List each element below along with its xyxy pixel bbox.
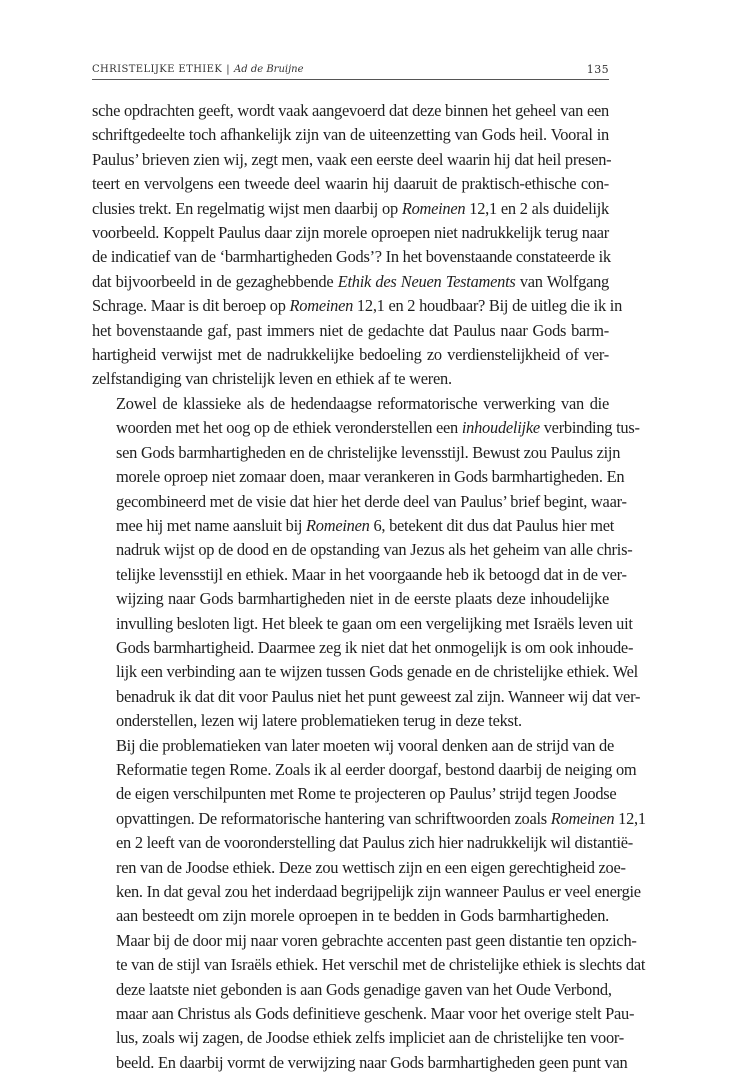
italic-title: Romeinen: [550, 808, 615, 828]
text-line: gecombineerd met de visie dat hier het derde deel van Paulus’ brief begint, waar-: [116, 491, 627, 511]
text-line: Reformatie tegen Rome. Zoals ik al eerder doorgaf, bestond daarbij de neiging om: [116, 759, 637, 779]
text-line: sche opdrachten geeft, wordt vaak aangevoerd dat deze binnen het geheel van een: [92, 101, 609, 120]
text-line: Zowel de klassieke als de hedendaagse reformatorische verwerking van die: [116, 393, 609, 413]
text-line: teert en vervolgens een tweede deel waarin hij daaruit de praktisch-ethische con-: [92, 174, 609, 194]
header-separator: |: [226, 64, 231, 75]
text-line: hartigheid verwijst met de nadrukkelijke bedoeling zo verdienstelijkheid of ver-: [92, 345, 609, 365]
text-line: zelfstandiging van christelijk leven en ethiek af te weren.: [92, 369, 452, 389]
italic-title: Romeinen: [306, 515, 370, 535]
text-line: Gods barmhartigheid. Daarmee zeg ik niet dat het onmogelijk is om ook inhoude-: [116, 637, 634, 657]
text-line: nadruk wijst op de dood en de opstanding van Jezus als het geheim van alle chris-: [116, 540, 633, 560]
text-line: woorden met het oog op de ethiek veronderstellen een inhoudelijke verbinding tus-: [116, 418, 640, 438]
body-text: [92, 99, 646, 1075]
paragraph: [92, 99, 623, 392]
book-title: CHRISTELIJKE ETHIEK: [92, 64, 223, 75]
italic-title: Romeinen: [289, 296, 354, 316]
running-head-left: [92, 64, 304, 75]
text-line: beeld. En daarbij vormt de verwijzing naar Gods barmhartigheden geen punt van: [116, 1052, 628, 1072]
text-line: Bij die problematieken van later moeten wij vooral denken aan de strijd van de: [116, 735, 614, 755]
text-line: wijzing naar Gods barmhartigheden niet in de eerste plaats deze inhoudelijke: [116, 589, 609, 609]
text-line: opvattingen. De reformatorische hantering van schriftwoorden zoals Romeinen 12,1: [116, 808, 646, 828]
text-line: te van de stijl van Israëls ethiek. Het verschil met de christelijke ethiek is slechts dat: [116, 955, 646, 975]
text-line: ren van de Joodse ethiek. Deze zou wettisch zijn en een eigen gerechtigheid zoe-: [116, 857, 626, 877]
paragraph: [92, 392, 641, 734]
author-name: Ad de Bruijne: [234, 64, 304, 75]
text-line: het bovenstaande gaf, past immers niet de gedachte dat Paulus naar Gods barm-: [92, 320, 609, 340]
text-line: onderstellen, lezen wij latere problematieken terug in deze tekst.: [116, 711, 522, 731]
italic-title: Romeinen: [401, 198, 466, 218]
text-line: telijke levensstijl en ethiek. Maar in het voorgaande heb ik betoogd dat in de ver-: [116, 564, 627, 584]
text-line: invulling besloten ligt. Het bleek te gaan om een vergelijking met Israëls leven uit: [116, 613, 633, 633]
paragraph: [92, 734, 646, 1075]
text-line: clusies trekt. En regelmatig wijst men daarbij op Romeinen 12,1 en 2 als duidelijk: [92, 198, 609, 218]
text-line: Paulus’ brieven zien wij, zegt men, vaak een eerste deel waarin hij dat heil presen-: [92, 149, 612, 169]
text-line: maar aan Christus als Gods definitieve geschenk. Maar voor het overige stelt Pau-: [116, 1004, 635, 1024]
text-line: ken. In dat geval zou het inderdaad begrijpelijk zijn wanneer Paulus er veel energie: [116, 882, 641, 901]
header-rule: [92, 79, 609, 80]
text-line: lus, zoals wij zagen, de Joodse ethiek zelfs impliciet aan de christelijke ten voor-: [116, 1028, 625, 1048]
text-line: Schrage. Maar is dit beroep op Romeinen 12,1 en 2 houdbaar? Bij de uitleg die ik in: [92, 296, 623, 316]
page-number: 135: [586, 63, 609, 76]
text-line: deze laatste niet gebonden is aan Gods genadige gaven van het Oude Verbond,: [116, 979, 612, 999]
text-line: Maar bij de door mij naar voren gebrachte accenten past geen distantie ten opzich-: [116, 930, 637, 950]
italic-title: inhoudelijke: [461, 418, 540, 438]
text-line: benadruk ik dat dit voor Paulus niet het punt geweest zal zijn. Wanneer wij dat ver-: [116, 686, 641, 706]
italic-title: Ethik des Neuen Testaments: [337, 271, 516, 291]
text-line: aan besteedt om zijn morele oproepen in te bedden in Gods barmhartigheden.: [116, 906, 609, 926]
text-line: morele oproep niet zomaar doen, maar verankeren in Gods barmhartigheden. En: [116, 467, 625, 487]
text-line: sen Gods barmhartigheden en de christelijke levensstijl. Bewust zou Paulus zijn: [116, 442, 621, 462]
text-line: mee hij met name aansluit bij Romeinen 6, betekent dit dus dat Paulus hier met: [116, 515, 615, 535]
text-line: de eigen verschilpunten met Rome te projecteren op Paulus’ strijd tegen Joodse: [116, 784, 617, 804]
text-line: lijk een verbinding aan te wijzen tussen Gods genade en de christelijke ethiek. Wel: [116, 662, 638, 682]
text-line: de indicatief van de ‘barmhartigheden Gods’? In het bovenstaande constateerde ik: [92, 247, 611, 267]
text-line: en 2 leeft van de vooronderstelling dat Paulus zich hier nadrukkelijk wil distantië-: [116, 833, 634, 853]
text-line: voorbeeld. Koppelt Paulus daar zijn morele oproepen niet nadrukkelijk terug naar: [92, 223, 609, 243]
text-line: schriftgedeelte toch afhankelijk zijn van de uiteenzetting van Gods heil. Vooral in: [92, 125, 609, 145]
running-head: [92, 62, 609, 80]
text-line: dat bijvoorbeeld in de gezaghebbende Ethik des Neuen Testaments van Wolfgang: [92, 271, 610, 291]
